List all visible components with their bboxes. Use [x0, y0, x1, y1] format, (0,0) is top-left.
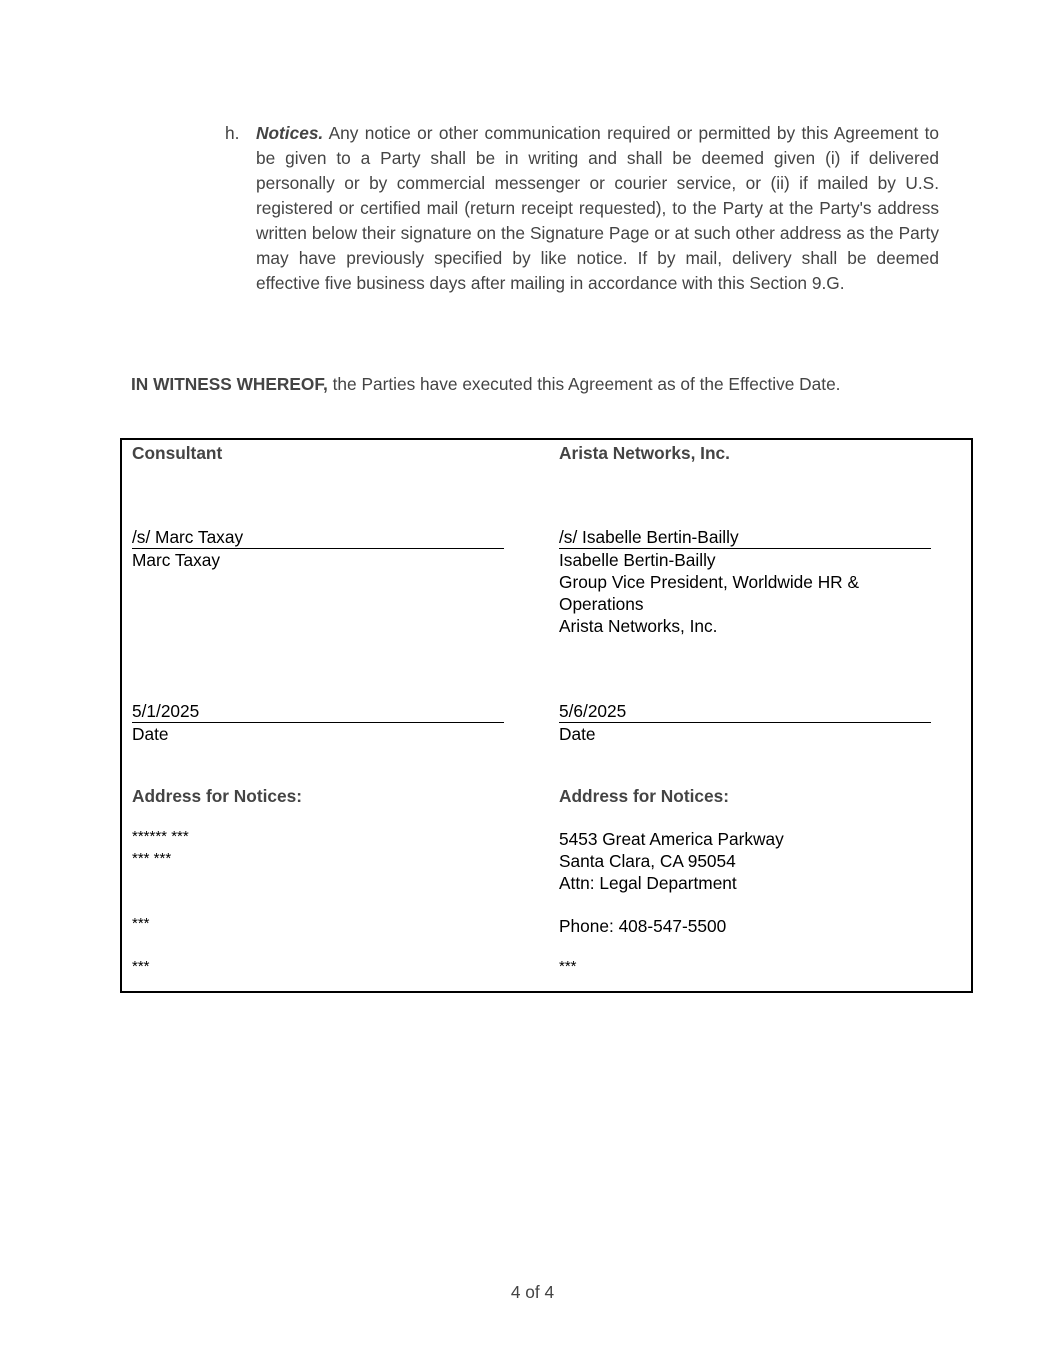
- consultant-address-label: Address for Notices:: [132, 786, 302, 806]
- consultant-email: ***: [132, 958, 150, 975]
- company-date-label: Date: [559, 724, 596, 744]
- notices-paragraph: [256, 121, 939, 296]
- consultant-party-label: Consultant: [132, 443, 223, 463]
- company-signer-title-2: Operations: [559, 594, 644, 614]
- notices-section: [225, 121, 939, 296]
- company-date-label-block: [559, 723, 939, 745]
- company-column: [559, 440, 939, 991]
- signature-table: [120, 438, 973, 993]
- company-date: 5/6/2025: [559, 701, 627, 721]
- witness-text: the Parties have executed this Agreement as of the Effective Date.: [327, 374, 841, 394]
- consultant-date-line: [132, 700, 504, 723]
- witness-lead: IN WITNESS WHEREOF,: [131, 374, 328, 394]
- consultant-date-label-block: [132, 723, 512, 745]
- consultant-name-block: [132, 549, 512, 571]
- company-address-block: [559, 828, 939, 894]
- consultant-signature-line: [132, 526, 504, 549]
- consultant-column: [132, 440, 512, 991]
- company-address-line-2: Santa Clara, CA 95054: [559, 851, 736, 871]
- notices-body: Any notice or other communication required or permitted by this Agreement to be given to a Party shall be in writing and shall be deemed given (i) if delivered personally or by commercial messenger or courier service, or (ii) if mailed by U.S. registered or certified mail (return receipt requested), to the Party at the Party's address written below their signature on the Signature Page or at such other address as the Party may have previously specified by like notice. If by mail, delivery shall be deemed effective five business days after mailing in accordance with this Section 9.G.: [256, 123, 939, 293]
- witness-clause: [131, 372, 951, 397]
- company-phone: Phone: 408-547-5500: [559, 916, 727, 936]
- company-signer-name: Isabelle Bertin-Bailly: [559, 550, 716, 570]
- page-number: 4 of 4: [510, 1282, 555, 1302]
- company-signer-org: Arista Networks, Inc.: [559, 616, 718, 636]
- company-name-block: [559, 549, 939, 637]
- company-address-line-1: 5453 Great America Parkway: [559, 829, 784, 849]
- company-phone-block: [559, 915, 939, 937]
- consultant-date-label: Date: [132, 724, 169, 744]
- consultant-phone: ***: [132, 915, 150, 932]
- company-address-line-3: Attn: Legal Department: [559, 873, 737, 893]
- company-signature: /s/ Isabelle Bertin-Bailly: [559, 527, 739, 547]
- consultant-name: Marc Taxay: [132, 550, 221, 570]
- company-signer-title-1: Group Vice President, Worldwide HR &: [559, 572, 859, 592]
- consultant-address-line-2: *** ***: [132, 850, 172, 867]
- notices-heading: Notices.: [256, 123, 324, 143]
- company-party-label: Arista Networks, Inc.: [559, 443, 730, 463]
- consultant-date: 5/1/2025: [132, 701, 200, 721]
- company-date-line: [559, 700, 931, 723]
- section-marker: h.: [225, 123, 240, 143]
- consultant-signature: /s/ Marc Taxay: [132, 527, 244, 547]
- company-email: ***: [559, 958, 577, 975]
- company-signature-line: [559, 526, 931, 549]
- company-address-label: Address for Notices:: [559, 786, 729, 806]
- consultant-address-line-1: ****** ***: [132, 828, 189, 845]
